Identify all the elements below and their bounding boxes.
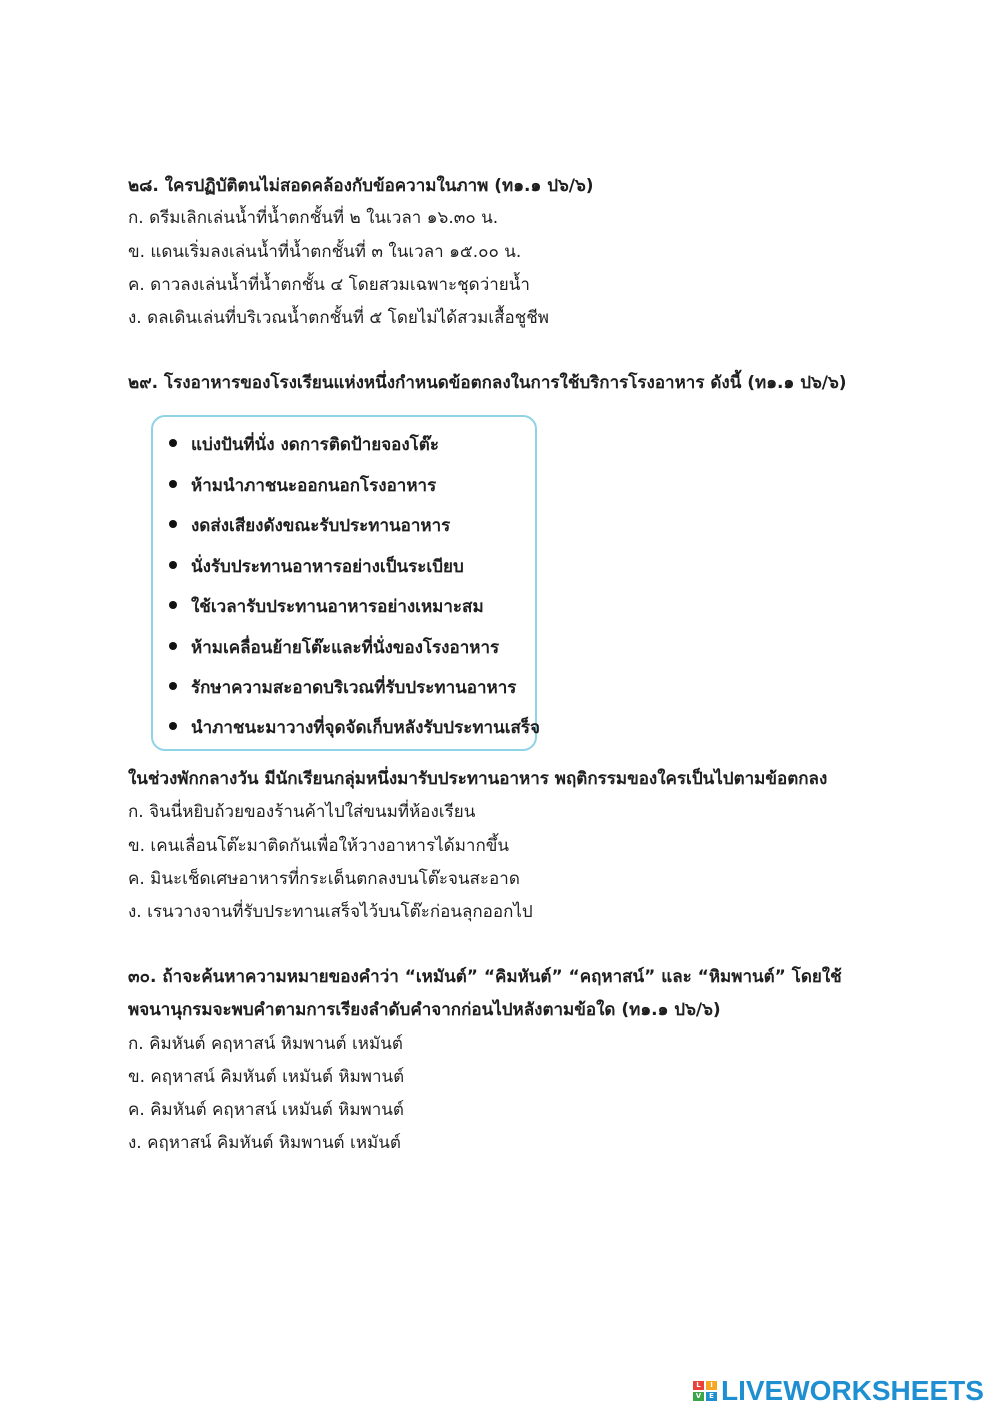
q30-question-line1: ๓๐. ถ้าจะค้นหาความหมายของคำว่า “เหมันต์” “คิมหันต์” “คฤหาสน์” และ “หิมพานต์” โดยใช้ [128,967,842,987]
liveworksheets-logo [693,1374,984,1408]
bullet-icon [169,682,177,690]
q29-choice-b[interactable]: ข. เคนเลื่อนโต๊ะมาติดกันเพื่อให้วางอาหารได้มากขึ้น [128,836,509,856]
rule-item [169,716,540,740]
q30-choice-a[interactable]: ก. คิมหันต์ คฤหาสน์ หิมพานต์ เหมันต์ [128,1034,403,1054]
q30-choice-c[interactable]: ค. คิมหันต์ คฤหาสน์ เหมันต์ หิมพานต์ [128,1100,404,1120]
rule-item [169,474,436,498]
q29-choice-c[interactable]: ค. มินะเช็ดเศษอาหารที่กระเด็นตกลงบนโต๊ะจนสะอาด [128,869,520,889]
rule-text: แบ่งปันที่นั่ง งดการติดป้ายจองโต๊ะ [191,435,439,455]
q29-question: ๒๙. โรงอาหารของโรงเรียนแห่งหนึ่งกำหนดข้อตกลงในการใช้บริการโรงอาหาร ดังนี้ (ท๑.๑ ป๖/๖) [128,373,847,393]
rule-text: นั่งรับประทานอาหารอย่างเป็นระเบียบ [191,557,464,577]
q29-choice-d[interactable]: ง. เรนวางจานที่รับประทานเสร็จไว้บนโต๊ะก่อนลุกออกไป [128,902,533,922]
bullet-icon [169,439,177,447]
rule-text: ใช้เวลารับประทานอาหารอย่างเหมาะสม [191,597,484,617]
bullet-icon [169,601,177,609]
q28-choice-b[interactable]: ข. แดนเริ่มลงเล่นน้ำที่น้ำตกชั้นที่ ๓ ในเวลา ๑๕.๐๐ น. [128,242,522,262]
q28-choice-c[interactable]: ค. ดาวลงเล่นน้ำที่น้ำตกชั้น ๔ โดยสวมเฉพาะชุดว่ายน้ำ [128,275,530,295]
rule-item [169,595,484,619]
logo-letter: V [693,1392,704,1401]
bullet-icon [169,561,177,569]
bullet-icon [169,480,177,488]
logo-text: LIVEWORKSHEETS [721,1375,984,1406]
q29-choice-a[interactable]: ก. จินนี่หยิบถ้วยของร้านค้าไปใส่ขนมที่ห้องเรียน [128,802,476,822]
q30-choice-d[interactable]: ง. คฤหาสน์ คิมหันต์ หิมพานต์ เหมันต์ [128,1133,401,1153]
q29-prompt: ในช่วงพักกลางวัน มีนักเรียนกลุ่มหนึ่งมารับประทานอาหาร พฤติกรรมของใครเป็นไปตามข้อตกลง [128,769,828,789]
rule-text: ห้ามนำภาชนะออกนอกโรงอาหาร [191,476,437,496]
q28-choice-d[interactable]: ง. ดลเดินเล่นที่บริเวณน้ำตกชั้นที่ ๕ โดยไม่ได้สวมเสื้อชูชีพ [128,308,549,328]
logo-letter: E [706,1392,717,1401]
rule-item [169,555,464,579]
q28-choice-a[interactable]: ก. ดรีมเลิกเล่นน้ำที่น้ำตกชั้นที่ ๒ ในเวลา ๑๖.๓๐ น. [128,208,499,228]
bullet-icon [169,722,177,730]
rule-text: ห้ามเคลื่อนย้ายโต๊ะและที่นั่งของโรงอาหาร [191,638,500,658]
rule-text: นำภาชนะมาวางที่จุดจัดเก็บหลังรับประทานเสร็จ [191,718,541,738]
rule-item [169,514,450,538]
q29-rules-box [151,415,541,751]
rule-item [169,433,439,457]
rule-text: รักษาความสะอาดบริเวณที่รับประทานอาหาร [191,678,517,698]
logo-letter: L [693,1381,704,1390]
q30-choice-b[interactable]: ข. คฤหาสน์ คิมหันต์ เหมันต์ หิมพานต์ [128,1067,405,1087]
q28-question: ๒๘. ใครปฏิบัติตนไม่สอดคล้องกับข้อความในภาพ (ท๑.๑ ป๖/๖) [128,176,594,196]
q30-question-line2: พจนานุกรมจะพบคำตามการเรียงลำดับคำจากก่อนไปหลังตามข้อใด (ท๑.๑ ป๖/๖) [128,1000,721,1020]
rule-text: งดส่งเสียงดังขณะรับประทานอาหาร [191,516,451,536]
rule-item [169,676,516,700]
rule-item [169,636,499,660]
bullet-icon [169,520,177,528]
logo-letter: I [706,1381,717,1390]
bullet-icon [169,642,177,650]
logo-mark-icon [693,1381,717,1401]
